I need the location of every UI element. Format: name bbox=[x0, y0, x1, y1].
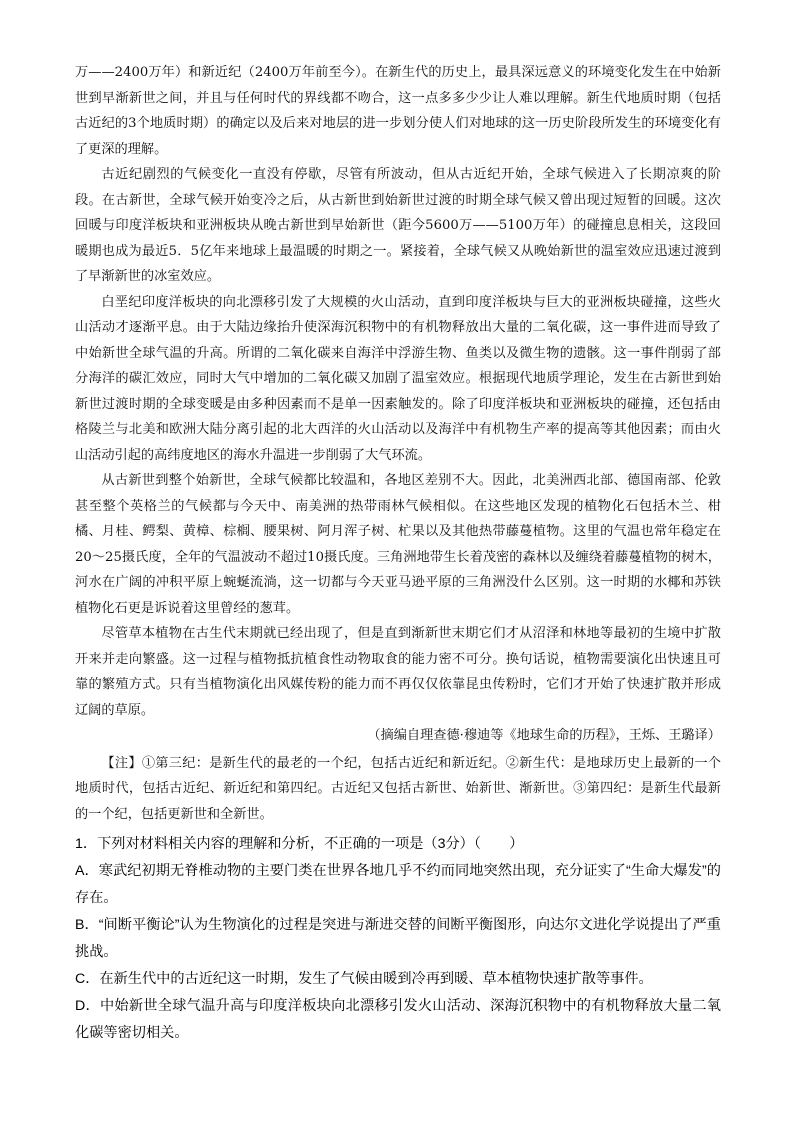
passage-paragraph: 白垩纪印度洋板块的向北漂移引发了大规模的火山活动，直到印度洋板块与巨大的亚洲板块碰撞，这些火山活动才逐渐平息。由于大陆边缘抬升使深海沉积物中的有机物释放出大量的二氧化碳，这一事件进而导致了中始新世全球气温的升高。所谓的二氧化碳来自海洋中浮游生物、鱼类以及微生物的遗骸。这一事件削弱了部分海洋的碳汇效应，同时大气中增加的二氧化碳又加剧了温室效应。根据现代地质学理论，发生在古新世到始新世过渡时期的全球变暖是由多种因素而不是单一因素触发的。除了印度洋板块和亚洲板块的碰撞，还包括由格陵兰与北美和欧洲大陆分离引起的北大西洋的火山活动以及海洋中有机物生产率的提高等其他因素；而由火山活动引起的高纬度地区的海水升温进一步削弱了大气环流。 bbox=[75, 294, 721, 463]
passage-paragraph: 从古新世到整个始新世，全球气候都比较温和，各地区差别不大。因此，北美洲西北部、德国南部、伦敦甚至整个英格兰的气候都与今天中、南美洲的热带雨林气候相似。在这些地区发现的植物化石包括木兰、柑橘、月桂、鳄梨、黄樟、棕榈、腰果树、阿月浑子树、杧果以及其他热带藤蔓植物。这里的气温也常年稳定在20～25摄氏度，全年的气温波动不超过10摄氏度。三角洲地带生长着茂密的森林以及缠绕着藤蔓植物的树木，河水在广阔的冲积平原上蜿蜒流淌，这一切都与今天亚马逊平原的三角洲没什么区别。这一时期的水椰和苏铁植物化石更是诉说着这里曾经的葱茸。 bbox=[75, 473, 721, 616]
passage-paragraph-continued: 万——2400万年）和新近纪（2400万年前至今）。在新生代的历史上，最具深远意义的环境变化发生在中始新世到早渐新世之间，并且与任何时代的界线都不吻合，这一点多多少少让人难以理解。新生代地质时期（包括古近纪的3个地质时期）的确定以及后来对地层的进一步划分使人们对地球的这一历史阶段所发生的环境变化有了更深的理解。 bbox=[75, 65, 721, 157]
option-a[interactable]: A．寒武纪初期无脊椎动物的主要门类在世界各地几乎不约而同地突然出现，充分证实了“生命大爆发”的存在。 bbox=[75, 863, 721, 906]
passage-paragraph: 古近纪剧烈的气候变化一直没有停歇，尽管有所波动，但从古近纪开始，全球气候进入了长期凉爽的阶段。在古新世，全球气候开始变冷之后，从古新世到始新世过渡的时期全球气候又曾出现过短暂的回暖。这次回暖与印度洋板块和亚洲板块从晚古新世到早始新世（距今5600万——5100万年）的碰撞息息相关，这段回暖期也成为最近5．5亿年来地球上最温暖的时期之一。紧接着，全球气候又从晚始新世的温室效应迅速过渡到了早渐新世的冰室效应。 bbox=[75, 167, 721, 284]
option-b[interactable]: B．“间断平衡论”认为生物演化的过程是突进与渐进交替的间断平衡图形，向达尔文进化学说提出了严重挑战。 bbox=[75, 917, 721, 960]
option-c[interactable]: C．在新生代中的古近纪这一时期，发生了气候由暖到冷再到暖、草本植物快速扩散等事件。 bbox=[75, 971, 653, 987]
passage-paragraph: 尽管草本植物在古生代末期就已经出现了，但是直到渐新世末期它们才从沼泽和林地等最初的生境中扩散开来并走向繁盛。这一过程与植物抵抗植食性动物取食的能力密不可分。换句话说，植物需要演化出快速且可靠的繁殖方式。只有当植物演化出风媒传粉的能力而不再仅仅依靠昆虫传粉时，它们才开始了快速扩散并形成辽阔的草原。 bbox=[75, 626, 721, 718]
annotation-note: 【注】①第三纪：是新生代的最老的一个纪，包括古近纪和新近纪。②新生代：是地球历史上最新的一个地质时代，包括古近纪、新近纪和第四纪。古近纪又包括古新世、始新世、渐新世。③第四纪：是新生代最新的一个纪，包括更新世和全新世。 bbox=[75, 755, 721, 822]
question-stem: 1．下列对材料相关内容的理解和分析，不正确的一项是（3分）（ ） bbox=[75, 836, 524, 852]
source-citation: （摘编自理查德·穆迪等《地球生命的历程》，王烁、王璐译） bbox=[367, 728, 721, 743]
option-d[interactable]: D．中始新世全球气温升高与印度洋板块向北漂移引发火山活动、深海沉积物中的有机物释放大量二氧化碳等密切相关。 bbox=[75, 998, 721, 1041]
document-page bbox=[75, 60, 721, 1047]
question-block bbox=[75, 831, 721, 1047]
